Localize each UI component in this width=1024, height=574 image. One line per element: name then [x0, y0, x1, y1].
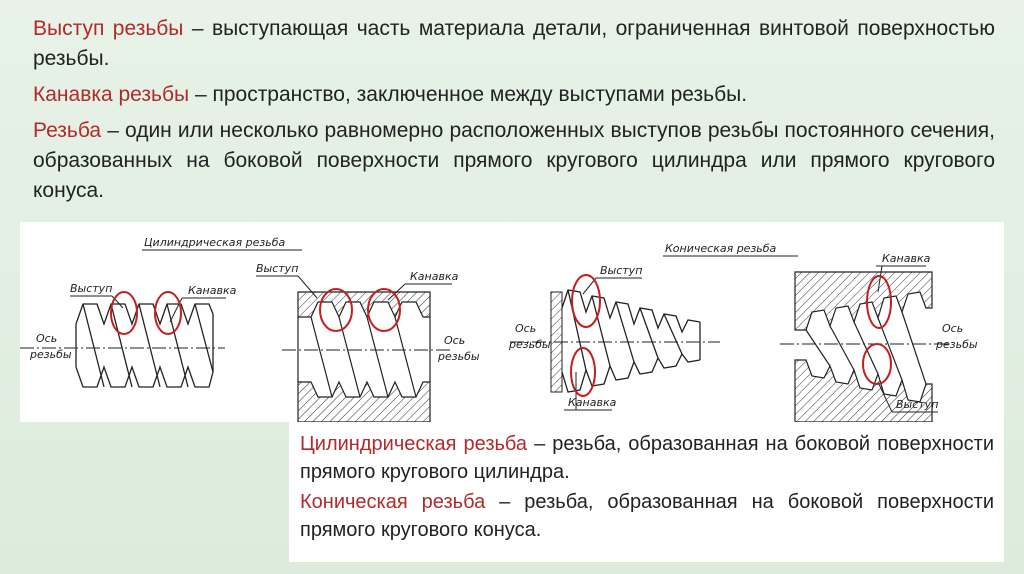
label-axis-2a: Ось: [444, 334, 466, 347]
label-axis-3a: Ось: [515, 322, 537, 335]
hatched-wall-bottom: [298, 382, 430, 422]
term-conical: Коническая резьба: [300, 491, 486, 513]
definition-crest: [33, 14, 995, 74]
helix-line: [664, 314, 682, 354]
drawing-cylindrical-internal: [282, 292, 450, 422]
definition-thread-text: – один или несколько равномерно расположенных выступов резьбы постоянного сечения, образованных на боковой поверхности прямого кругового цилиндра или прямого кругового конуса.: [33, 119, 995, 202]
hatched-wall-top: [795, 272, 932, 330]
helix-line: [395, 317, 416, 397]
cylindrical-title: Цилиндрическая резьба: [144, 236, 286, 249]
helix-line: [902, 312, 926, 384]
bottom-definitions-text: [300, 430, 994, 546]
helix-line: [592, 296, 610, 366]
bottom-definitions-panel: [289, 422, 1004, 562]
label-groove-2: Канавка: [410, 270, 459, 283]
drawing-cylindrical-external: [20, 304, 225, 387]
term-cylindrical: Цилиндрическая резьба: [300, 433, 528, 455]
definition-conical: [300, 488, 994, 544]
label-crest-4: Выступ: [896, 398, 939, 411]
thread-profile-top: [76, 304, 213, 324]
helix-line: [806, 330, 830, 366]
label-crest-1: Выступ: [70, 282, 113, 295]
label-axis-2b: резьбы: [438, 350, 480, 363]
highlight-crest-1: [111, 292, 137, 334]
term-groove: Канавка резьбы: [33, 83, 190, 106]
label-axis-1b: резьбы: [30, 348, 72, 361]
label-groove-3: Канавка: [568, 396, 617, 409]
label-axis-3b: резьбы: [509, 338, 551, 351]
definition-cylindrical: [300, 430, 994, 486]
definition-groove: [33, 80, 995, 110]
definition-groove-text: – пространство, заключенное между выступами резьбы.: [189, 83, 748, 106]
label-crest-2: Выступ: [256, 262, 299, 275]
helix-line: [195, 304, 213, 372]
definition-crest-text: – выступающая часть материала детали, ограниченная винтовой поверхностью резьбы.: [33, 17, 995, 70]
definition-conical-text: – резьба, образованная на боковой поверхности прямого кругового конуса.: [300, 491, 994, 541]
helix-line: [616, 302, 634, 362]
label-axis-1a: Ось: [36, 332, 58, 345]
conical-title: Коническая резьба: [665, 242, 777, 255]
definitions-block: [33, 14, 995, 212]
helix-line: [854, 322, 878, 374]
helix-line: [830, 326, 854, 370]
term-thread: Резьба: [33, 119, 102, 142]
term-crest: Выступ резьбы: [33, 17, 184, 40]
definition-cylindrical-text: – резьба, образованная на боковой поверхности прямого кругового цилиндра.: [300, 433, 995, 483]
highlight-crest-3: [572, 275, 600, 327]
highlight-groove-1: [155, 292, 181, 334]
label-axis-4b: резьбы: [936, 338, 978, 351]
label-groove-1: Канавка: [188, 284, 237, 297]
thread-profile-bottom: [562, 354, 700, 392]
thread-drawings-svg: [20, 222, 1004, 422]
hatched-wall-top: [298, 292, 430, 317]
label-axis-4a: Ось: [942, 322, 964, 335]
label-crest-3: Выступ: [600, 264, 643, 277]
thread-profile-bottom: [76, 367, 213, 387]
label-groove-4: Канавка: [882, 252, 931, 265]
helix-line: [640, 308, 658, 358]
thread-drawings-figure: [20, 222, 1004, 422]
definition-thread: [33, 116, 995, 206]
